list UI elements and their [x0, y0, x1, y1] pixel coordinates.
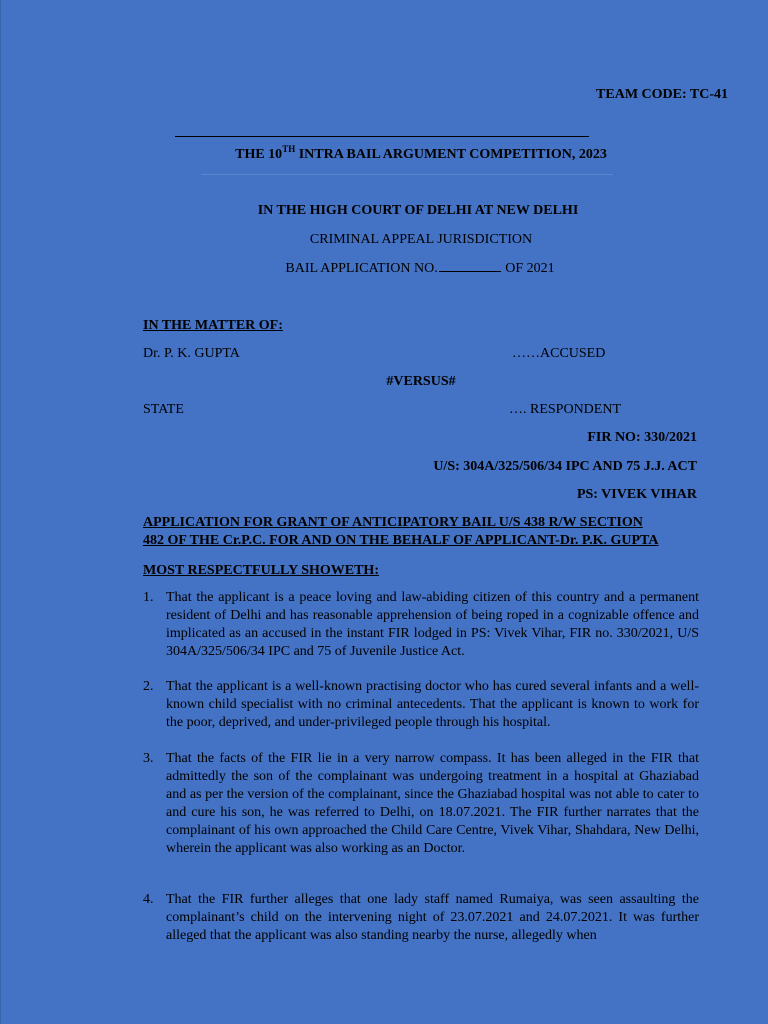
paragraph-3	[143, 750, 699, 858]
showeth-heading: MOST RESPECTFULLY SHOWETH:	[143, 563, 379, 578]
court-name: IN THE HIGH COURT OF DELHI AT NEW DELHI	[257, 203, 579, 218]
competition-suffix: INTRA BAIL ARGUMENT COMPETITION, 2023	[295, 147, 607, 162]
police-station: PS: VIVEK VIHAR	[576, 487, 697, 502]
paragraph-number: 2.	[143, 679, 154, 694]
paragraph-text: That the applicant is a well-known practising doctor who has cured several infants and a well-known child specialist with no criminal antecedents. That the applicant is known to work for the poor, deprived, and under-privileged people through his hospital.	[166, 679, 699, 730]
paragraph-text: That the applicant is a peace loving and law-abiding citizen of this country and a permanent resident of Delhi and has reasonable apprehension of being roped in a cognizable offence and implicated as an accused in the instant FIR lodged in PS: Vivek Vihar, FIR no. 330/2021, U/S 304A/325/506/34 IPC and 75 of Juvenile Justice Act.	[166, 590, 699, 659]
bail-application-prefix: BAIL APPLICATION NO.	[285, 261, 438, 276]
header-rule	[175, 136, 589, 137]
paragraph-2	[143, 678, 699, 732]
court-jurisdiction: CRIMINAL APPEAL JURISDICTION	[309, 232, 533, 247]
bail-application-suffix: OF 2021	[501, 261, 555, 276]
paragraph-text: That the facts of the FIR lie in a very narrow compass. It has been alleged in the FIR that admittedly the son of the complainant was undergoing treatment in a hospital at Ghaziabad and as per the version of the complainant, since the Ghaziabad hospital was not able to cater to and cure his son, he was referred to Delhi, on 18.07.2021. The FIR further narrates that the complainant of his own approached the Child Care Centre, Vivek Vihar, Shahdara, New Delhi, wherein the applicant was also working as an Doctor.	[166, 751, 699, 856]
versus-label: #VERSUS#	[386, 374, 456, 389]
fir-sections: U/S: 304A/325/506/34 IPC AND 75 J.J. ACT	[433, 459, 697, 474]
paragraph-number: 4.	[143, 892, 154, 907]
paragraph-4	[143, 891, 699, 945]
paragraph-1	[143, 589, 699, 661]
application-title-line1: APPLICATION FOR GRANT OF ANTICIPATORY BAIL U/S 438 R/W SECTION	[143, 515, 643, 530]
respondent-name: STATE	[143, 402, 184, 417]
paragraph-text: That the FIR further alleges that one lady staff named Rumaiya, was seen assaulting the complainant’s child on the intervening night of 23.07.2021 and 24.07.2021. It was further alleged that the applicant was also standing nearby the nurse, allegedly when	[166, 892, 699, 943]
accused-role: ……ACCUSED	[512, 346, 606, 361]
respondent-role: …. RESPONDENT	[509, 402, 622, 417]
paragraph-number: 3.	[143, 751, 154, 766]
matter-heading: IN THE MATTER OF:	[143, 318, 283, 333]
accused-name: Dr. P. K. GUPTA	[143, 346, 240, 361]
team-code: TEAM CODE: TC-41	[596, 87, 728, 102]
application-number-blank	[439, 259, 501, 272]
application-title-line2: 482 OF THE Cr.P.C. FOR AND ON THE BEHALF OF APPLICANT-Dr. P.K. GUPTA	[143, 533, 659, 548]
title-underline	[201, 174, 613, 175]
paragraph-number: 1.	[143, 590, 154, 605]
fir-number: FIR NO: 330/2021	[587, 430, 697, 445]
competition-title	[1, 146, 768, 164]
bail-application-number	[1, 259, 768, 278]
competition-prefix: THE 10	[235, 147, 283, 162]
competition-superscript: TH	[282, 144, 296, 154]
